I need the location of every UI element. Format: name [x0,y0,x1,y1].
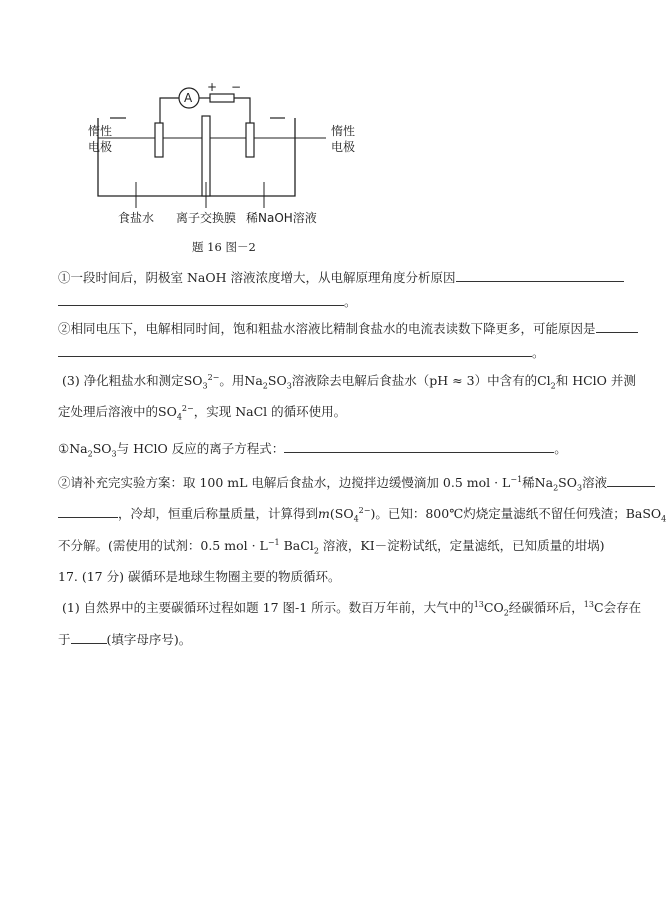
question-2-line-1: ②相同电压下，电解相同时间，饱和粗盐水溶液比精制食盐水的电流表读数下降更多，可能原因是 [58,319,638,338]
question-17-1-line-1: (1) 自然界中的主要碳循环过程如题 17 图-1 所示。数百万年前，大气中的$^{13}CO_2$经碳循环后，$^{13}$C会存在 [62,599,642,618]
circuit-wire [234,98,250,123]
answer-blank[interactable] [284,439,554,453]
answer-blank[interactable] [58,343,532,357]
answer-blank[interactable] [58,292,344,306]
plus-sign: + [207,80,218,94]
answer-blank[interactable] [456,268,624,282]
question-1-line-1: ①一段时间后，阴极室 NaOH 溶液浓度增大，从电解原理角度分析原因 [58,268,624,287]
part-3-line-1: (3) 净化粗盐水和测定$SO_3^{2-}$。用$Na_2SO_3$溶液除去电解后食盐水（pH ≈ 3）中含有的$Cl_2$和 HClO 并测 [62,372,636,391]
question-17-heading: 17. (17 分) 碳循环是地球生物圈主要的物质循环。 [58,569,341,584]
saltwater-label: 食盐水 [118,211,155,225]
ammeter-label: A [184,91,193,105]
answer-blank[interactable] [58,504,118,518]
answer-blank[interactable] [596,319,638,333]
minus-sign: − [231,80,242,94]
figure-caption: 题 16 图－2 [192,240,256,254]
electrolysis-cell-diagram [90,78,380,228]
membrane-label: 离子交换膜 [176,211,237,225]
cell-vessel [98,118,295,196]
right-electrode [246,123,254,157]
left-electrode-label-1: 惰性 [88,124,113,138]
left-electrode-label-2: 电极 [88,140,113,154]
question-3-2-line-1: ②请补充完实验方案：取 100 mL 电解后食盐水，边搅拌边缓慢滴加 0.5 mol · $L^{-1}$稀$Na_2SO_3$溶液 [58,473,655,492]
right-electrode-label-1: 惰性 [331,124,356,138]
naoh-label: 稀NaOH溶液 [246,211,317,225]
answer-blank[interactable] [607,473,655,487]
question-3-2-line-2: ，冷却，恒重后称量质量，计算得到$m(SO_4^{2-})$。已知：800℃灼烧定量滤纸不留任何残渣；BaSO$_4$ [58,504,666,523]
part-3-line-2: 定处理后溶液中的$SO_4^{2-}$，实现 NaCl 的循环使用。 [58,403,347,422]
resistor [210,94,234,102]
right-electrode-label-2: 电极 [331,140,356,154]
question-3-2-line-3: 不分解。(需使用的试剂：0.5 mol · $L^{-1}$ BaCl$_2$ 溶液，KI－淀粉试纸，定量滤纸，已知质量的坩埚) [58,537,605,556]
question-2-line-2: 。 [58,343,545,362]
question-1-line-2: 。 [58,292,357,311]
circuit-wire [160,98,179,123]
question-17-1-line-2: 于 (填字母序号)。 [58,632,192,647]
question-3-1: $①Na_2SO_3$与 HClO 反应的离子方程式： 。 [58,441,567,459]
answer-blank[interactable] [71,630,107,644]
left-electrode [155,123,163,157]
